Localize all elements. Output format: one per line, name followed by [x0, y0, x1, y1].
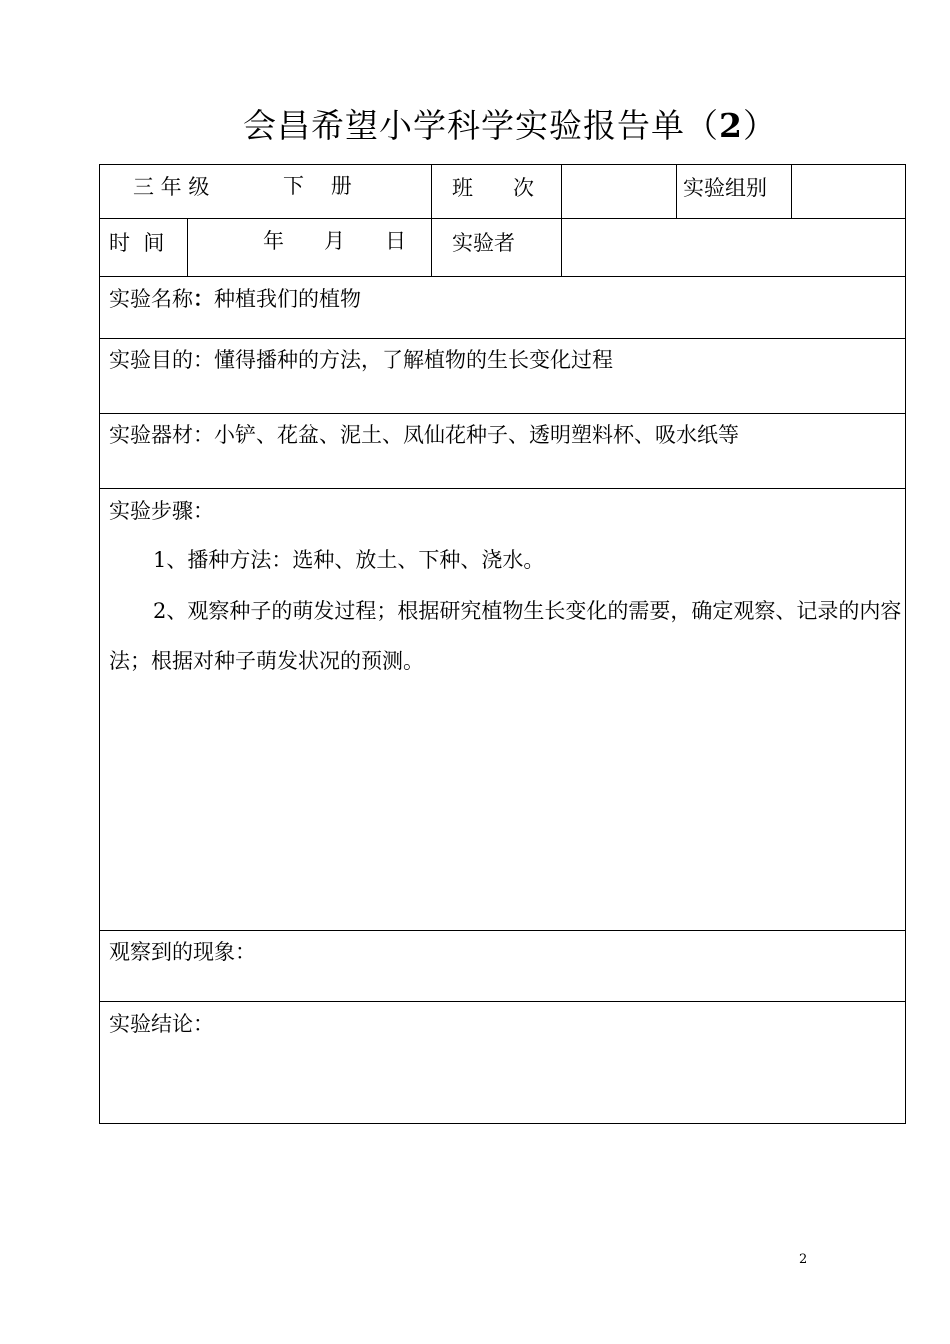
group-field[interactable]: [798, 178, 898, 202]
step-2-line-2: 法；根据对种子萌发状况的预测。: [109, 649, 424, 673]
row-divider: [99, 276, 906, 277]
experiment-name-colon: ：: [193, 286, 214, 311]
conclusion-label: 实验结论：: [109, 1012, 214, 1036]
volume-label: 下 册: [283, 174, 352, 198]
class-label: 班 次: [452, 176, 535, 200]
experimenter-label: 实验者: [452, 231, 515, 255]
title-text: 会昌希望小学科学实验报告单（: [243, 106, 720, 145]
col-divider: [187, 218, 188, 276]
experiment-purpose: 实验目的：懂得播种的方法，了解植物的生长变化过程: [109, 348, 613, 372]
row-divider: [99, 488, 906, 489]
col-divider: [561, 164, 562, 276]
title-number: 2: [719, 106, 743, 145]
row-divider: [99, 930, 906, 931]
page-title: [0, 100, 950, 147]
row-divider: [99, 1001, 906, 1002]
row-divider: [99, 338, 906, 339]
step-2-line-1: 2、观察种子的萌发过程；根据研究植物生长变化的需要，确定观察、记录的内容: [153, 599, 902, 623]
col-divider: [676, 164, 677, 218]
group-label: 实验组别: [683, 176, 767, 200]
col-divider: [791, 164, 792, 218]
experiment-name: [109, 288, 361, 310]
experiment-name-value: 种植我们的植物: [214, 287, 361, 311]
step-1: 1、播种方法：选种、放土、下种、浇水。: [153, 548, 545, 572]
row-divider: [99, 413, 906, 414]
steps-label: 实验步骤：: [109, 499, 214, 523]
col-divider: [431, 164, 432, 276]
class-field[interactable]: [570, 178, 670, 202]
page-number: 2: [799, 1252, 808, 1267]
observation-label: 观察到的现象：: [109, 940, 256, 964]
experimenter-field[interactable]: [570, 233, 890, 257]
time-label: 时 间: [109, 231, 165, 255]
date-value: 年 月 日: [263, 229, 407, 253]
grade-label: 三 年 级: [133, 175, 210, 199]
title-close: ）: [742, 106, 777, 145]
experiment-materials: 实验器材：小铲、花盆、泥土、凤仙花种子、透明塑料杯、吸水纸等: [109, 423, 739, 447]
experiment-name-label: 实验名称: [109, 287, 193, 311]
row-divider: [99, 218, 906, 219]
